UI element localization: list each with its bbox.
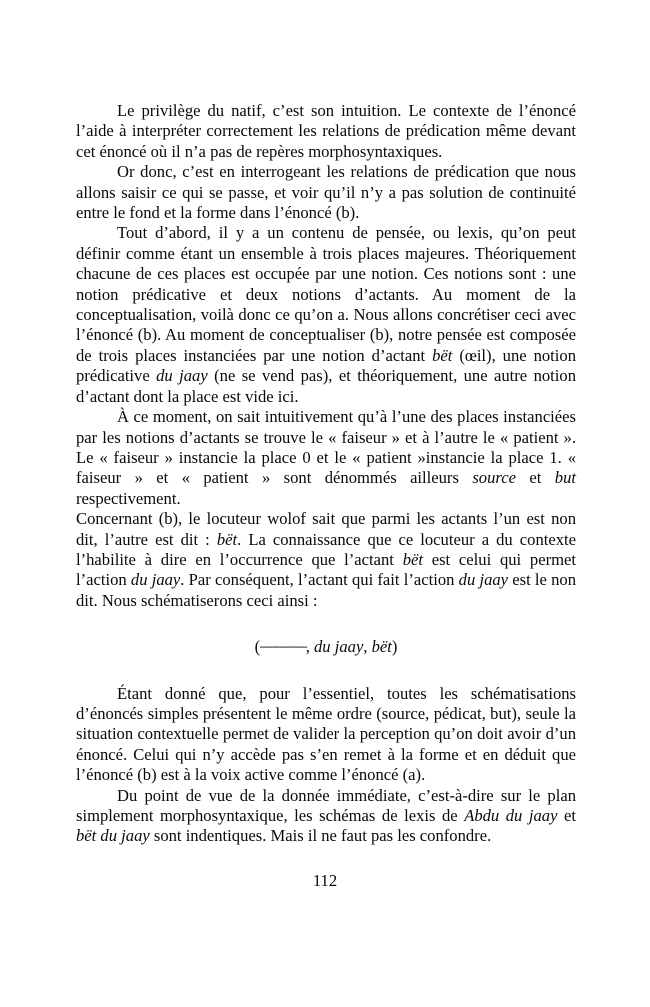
paragraph-7 — [76, 786, 576, 847]
page-number: 112 — [312, 871, 338, 890]
paragraph-1 — [76, 101, 576, 162]
italic-term: bët — [402, 549, 423, 569]
formula-close-paren: ) — [391, 637, 398, 657]
formula-separator-2: , — [363, 637, 372, 657]
text-run: respectivement. — [76, 488, 181, 508]
paragraph-2 — [76, 162, 576, 223]
text-run: (œil), une notion prédicative — [76, 345, 577, 386]
italic-term: source — [472, 468, 516, 488]
formula-open-paren: ( — [254, 637, 261, 657]
lexis-schema-formula — [76, 637, 576, 657]
text-run: . La connaissance que ce locuteur a du contexte l’habilite à dire en l’occurrence que l’actant — [76, 529, 576, 569]
text-run: est le non dit. Nous schématiserons ceci ainsi : — [76, 570, 577, 610]
text-run: Tout d’abord, il y a un contenu de pensée, ou lexis, qu’on peut définir comme étant un ensemble à trois places majeures. Théoriquement chacune de ces places est occupée par une notion. Ces notions sont : une notion prédicative et deux notions d’actants. Au moment de la conceptualisation, voilà donc ce qu’on a. Nous allons concrétiser ceci avec l’énoncé (b). Au moment de conceptualiser (b), notre pensée est composée de trois places instanciées par une notion d’actant — [76, 223, 576, 365]
text-run: À ce moment, on sait intuitivement qu’à l’une des places instanciées par les notions d’actants se trouve le « faiseur » et à l’autre le « patient ». Le « faiseur » instancie la place 0 et le « patient »instancie la place 1. « faiseur » et « patient » sont dénommés ailleurs — [76, 407, 576, 488]
text-run: et — [557, 806, 576, 825]
formula-spacer-top — [76, 611, 576, 637]
text-run: Du point de vue de la donnée immédiate, c’est-à-dire sur le plan simplement morphosyntaxique, les schémas de lexis de — [76, 785, 576, 825]
italic-term: bët du jaay — [76, 826, 150, 846]
formula-term-predicate: du jaay — [314, 637, 364, 657]
italic-term: du jaay — [156, 366, 208, 386]
text-run: Concernant (b), le locuteur wolof sait que parmi les actants l’un est non dit, l’autre est dit : — [76, 509, 576, 549]
italic-term: du jaay — [458, 570, 509, 590]
paragraph-6 — [76, 684, 576, 786]
paragraph-4 — [76, 407, 576, 509]
italic-term: bët — [216, 529, 238, 549]
text-run: Le privilège du natif, c’est son intuition. Le contexte de l’énoncé l’aide à interpréter correctement les relations de prédication même devant cet énoncé où il n’a pas de repères morphosyntaxiques. — [76, 101, 576, 161]
formula-empty-slot-dashes: ——— — [260, 636, 306, 656]
text-column — [76, 101, 576, 847]
italic-term: du jaay — [130, 570, 181, 590]
formula-separator-1: , — [305, 637, 314, 657]
text-run: (ne se vend pas), et théoriquement, une autre notion d’actant dont la place est vide ici. — [76, 366, 576, 406]
text-run: Étant donné que, pour l’essentiel, toutes les schématisations d’énoncés simples présentent le même ordre (source, pédicat, but), seule la situation contextuelle permet de valider la perception qu’on doit avoir d’un énoncé. Celui qui n’y accède pas s’en remet à la forme et en déduit que l’énoncé (b) est à la voix active comme l’énoncé (a). — [76, 683, 576, 785]
paragraph-3 — [76, 223, 576, 407]
formula-term-actant: bët — [371, 637, 392, 657]
text-run: Or donc, c’est en interrogeant les relations de prédication que nous allons saisir ce qui se passe, et voir qu’il n’y a pas solution de continuité entre le fond et la forme dans l’énoncé (b). — [76, 162, 576, 223]
italic-term: bët — [432, 345, 453, 365]
italic-term: Abdu du jaay — [464, 806, 558, 825]
text-run: et — [515, 468, 555, 488]
text-run: . Par conséquent, l’actant qui fait l’action — [180, 570, 459, 590]
formula-spacer-bottom — [76, 658, 576, 684]
text-run: est celui qui permet l’action — [76, 549, 576, 590]
text-run: sont indentiques. Mais il ne faut pas les confondre. — [149, 826, 492, 846]
paragraph-5 — [76, 509, 576, 611]
italic-term: but — [554, 468, 576, 488]
